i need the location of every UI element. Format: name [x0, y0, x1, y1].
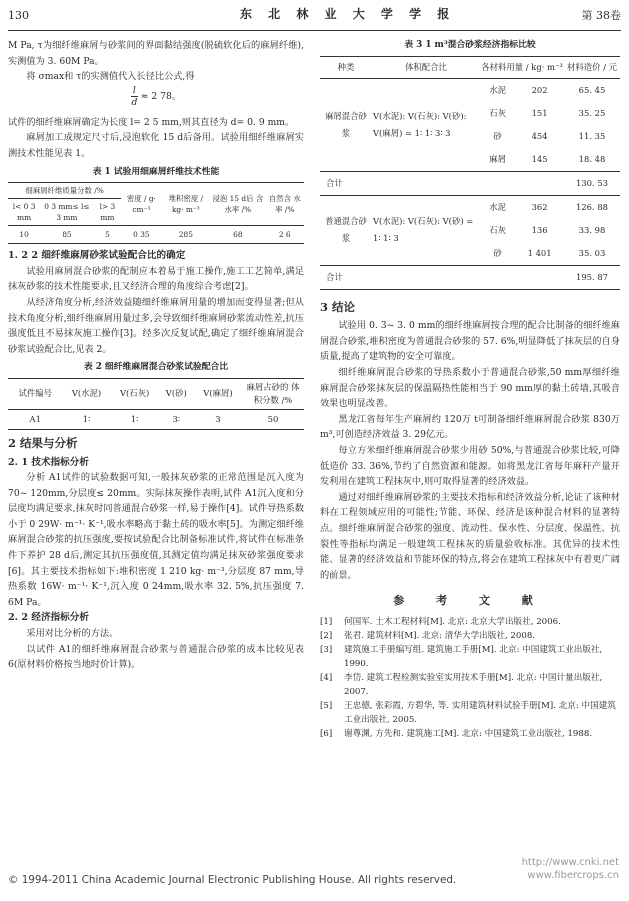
table1-header-group: 细麻屑纤维质量分数 /%	[8, 183, 121, 199]
table-row: 砂 1 401 35. 03	[493, 247, 606, 258]
list-item: [2] 张君. 建筑材料[M]. 北京: 清华大学出版社, 2008.	[320, 630, 536, 641]
paragraph: 分析 A1试件的试验数据可知,一般抹灰砂浆的正常范围是沉入度为 70~ 120mm,分层度≤ 20mm。实际抹灰操作表明,试件 A1沉入度和分层度均满足要求,抹灰时同普通混合砂浆一样,易于操作[4]。试件导热系数小于 0 29W· m⁻¹· K⁻¹,吸水率略高于黏土砖的吸水率[5]。为测定细纤维麻屑混合砂浆的抗压强度,要按试验配合比制备标准试件,将试件在标准条件下养护 28 d后,测定其抗压强度值,其测定值均满足抹灰砂浆强度要求[6]。其主要技术指标如下:堆积密度 1 210 kg· m⁻³,分层度 87 mm,导热系数 16W· m⁻¹· K⁻¹,沉入度 0 24mm,吸水率 32. 5%,抗压强度 7. 6M Pa。	[8, 472, 304, 608]
watermark	[522, 856, 619, 882]
table-row: 合计 195. 87	[320, 265, 620, 289]
paragraph: 采用对比分析的方法。	[26, 628, 119, 640]
table-row: 10 85 5 0 35 285 68 2 6	[19, 230, 291, 240]
table1-header-density: 密度 / g· cm⁻³	[121, 183, 161, 226]
right-column	[320, 38, 620, 741]
section-title: 3 结论	[320, 299, 356, 314]
subsection-title: 2. 2 经济指标分析	[8, 612, 89, 624]
paragraph: 麻屑加工成规定尺寸后,浸泡软化 15 d后备用。试验用细纤维麻屑实测技术性能见表 1。	[8, 132, 304, 159]
paragraph: 细纤维麻屑混合砂浆的导热系数小于普通混合砂浆,50 mm厚细纤维麻屑混合砂浆抹灰层的保温隔热性能相当于 90 mm厚的黏土砖墙,其吸音效果也明显改善。	[320, 366, 620, 410]
table2: 试件编号 V(水泥) V(石灰) V(砂) V(麻屑) 麻屑占砂的 体积分数 /% A1 1∶ 1∶ 3∶ 3 50	[8, 378, 304, 430]
paragraph: M Pa, τ为细纤维麻屑与砂浆间的界面黏结强度(脱硫软化后的麻屑纤维),实测值为 3. 60M Pa。	[8, 40, 304, 67]
site-watermark: www.fibercrops.cn	[527, 870, 619, 881]
table1-header-bulk: 堆积密度 / kg· m⁻³	[162, 183, 211, 226]
page-header	[8, 6, 621, 26]
reference-list	[320, 615, 620, 741]
paragraph: 通过对细纤维麻屑砂浆的主要技术指标和经济效益分析,论证了该种材料在工程领域应用的可能性;节能、环保、经济是该种混合材料的显著特点。细纤维麻屑混合砂浆的强度、流动性、保水性、分层度、保温性、抗裂性等指标均满足一般建筑工程抹灰的质量验收标准。其优异的技术性能、显著的经济效益和节能环保的特点,将会在建筑工程抹灰中有着更广阔的前景。	[320, 491, 620, 581]
page-number: 130	[8, 9, 29, 22]
table3: 种类 体积配合比 各材料用量 / kg· m⁻³ 材料造价 / 元 麻屑混合砂浆 V(水泥): V(石灰): V(砂): V(麻屑) = 1∶ 1∶ 3∶ 3 水泥 202 65. 45 石灰 151 35. 25 砂 454 11. 35 麻屑 145 18. 48 合计 130. 53 普通混合砂浆 V(水泥): V(石灰): V(砂) = 1∶ 1∶ 3 水泥 362 126. 88 石灰 136 33. 98 砂 1 401 35. 03 合计 195. 87	[320, 56, 620, 290]
paragraph: 每立方米细纤维麻屑混合砂浆少用砂 50%,与普通混合砂浆比较,可降低造价 33. 36%,节约了自然资源和能源。如将黑龙江省每年麻秆产量开发利用在建筑工程抹灰中,则可取得显著的经济效益。	[320, 444, 620, 488]
table1	[8, 182, 304, 244]
table1-header-water: 浸泡 15 d后 含水率 /%	[210, 183, 265, 226]
table3-caption: 表 3 1 m³混合砂浆经济指标比较	[404, 40, 536, 50]
header-rule	[8, 30, 621, 31]
formula-result: ≈ 2 78。	[140, 90, 182, 102]
paragraph: 以试件 A1的细纤维麻屑混合砂浆与普通混合砂浆的成本比较见表 6(原材料价格按当地时价计算)。	[8, 643, 304, 671]
subsection-title: 2. 1 技术指标分析	[8, 456, 89, 468]
table1-subheader: l< 0 3 mm	[8, 199, 40, 226]
paragraph: 从经济角度分析,经济效益随细纤维麻屑用量的增加而变得显著;但从技术角度分析,细纤维麻屑用量过多,会导致细纤维麻屑砂浆流动性差,抗压强度低且不易抹灰施工操作[3]。经多次反复试配,确定了细纤维麻屑混合砂浆试验配合比,见表 2。	[8, 296, 304, 355]
table2-caption: 表 2 细纤维麻屑混合砂浆试验配合比	[83, 362, 229, 373]
table3-group-ratio: V(水泥): V(石灰): V(砂) = 1∶ 1∶ 3	[373, 216, 474, 244]
formula-denominator: d	[131, 96, 138, 108]
table3-group-name: 普通混合砂浆	[325, 216, 367, 244]
table-row: 石灰 136 33. 98	[489, 224, 606, 235]
paragraph: 黑龙江省每年生产麻屑约 120万 t可制备细纤维麻屑混合砂浆 830万 m³,可创造经济效益 3. 29亿元。	[320, 413, 620, 441]
list-item: [1] 何国军. 土木工程材料[M]. 北京: 北京大学出版社, 2006.	[320, 616, 561, 627]
table-row: 砂 454 11. 35	[493, 130, 606, 141]
list-item: [5] 王忠德, 张彩霞, 方碧华, 等. 实用建筑材料试验手册[M]. 北京: 中国建筑工业出版社, 2005.	[320, 700, 616, 725]
table1-subheader: 0 3 mm≤ l≤ 3 mm	[40, 199, 93, 226]
paragraph: 将 σmax和 τ的实测值代入长径比公式,得	[26, 71, 195, 83]
table1-header-natural: 自然含 水率 /%	[266, 183, 304, 226]
subsection-title: 1. 2 2 细纤维麻屑砂浆试验配合比的确定	[8, 250, 186, 262]
table-row: 石灰 151 35. 25	[489, 107, 606, 118]
table-row: 合计 130. 53	[320, 171, 620, 195]
table-row: A1 1∶ 1∶ 3∶ 3 50	[29, 413, 279, 424]
list-item: [3] 建筑施工手册编写组. 建筑施工手册[M]. 北京: 中国建筑工业出版社, 1990.	[320, 644, 603, 669]
left-column	[8, 38, 304, 673]
paragraph: 试件的细纤维麻屑确定为长度 l= 2 5 mm,则其直径为 d= 0. 9 mm。	[8, 116, 295, 128]
table3-group-ratio: V(水泥): V(石灰): V(砂): V(麻屑) = 1∶ 1∶ 3∶ 3	[373, 110, 467, 138]
volume-label: 第 38卷	[581, 9, 621, 22]
paragraph: 试验用麻屑混合砂浆的配制应本着易于施工操作,施工工艺简单,满足抹灰砂浆的技术性能要求,且又经济合理的角度综合考虑[2]。	[8, 265, 304, 293]
formula-numerator: l	[132, 84, 136, 96]
references-title: 参 考 文 献	[393, 594, 547, 608]
aspect-ratio-formula	[8, 85, 304, 115]
table1-subheader: l> 3 mm	[94, 199, 122, 226]
table1-caption: 表 1 试验用细麻屑纤维技术性能	[92, 166, 220, 177]
cnki-link[interactable]: http://www.cnki.net	[521, 857, 619, 868]
copyright-footer: © 1994-2011 China Academic Journal Electronic Publishing House. All rights reserved.	[8, 874, 457, 886]
table3-group-name: 麻屑混合砂浆	[325, 110, 367, 138]
paragraph: 试验用 0. 3~ 3. 0 mm的细纤维麻屑按合理的配合比制备的细纤维麻屑混合砂浆,堆积密度为普通混合砂浆的 57. 6%,明显降低了抹灰层的自身质量,提高了建筑物的安全可靠度。	[320, 320, 620, 363]
table-row: 麻屑混合砂浆 V(水泥): V(石灰): V(砂): V(麻屑) = 1∶ 1∶ 3∶ 3 水泥 202 65. 45	[320, 78, 620, 102]
journal-title: 东 北 林 业 大 学 学 报	[240, 7, 456, 21]
section-title: 2 结果与分析	[8, 435, 78, 450]
table-row: 麻屑 145 18. 48	[489, 153, 606, 164]
table-row: 普通混合砂浆 V(水泥): V(石灰): V(砂) = 1∶ 1∶ 3 水泥 362 126. 88	[320, 195, 620, 219]
list-item: [4] 李岱. 建筑工程检测实验室实用技术手册[M]. 北京: 中国计量出版社, 2007.	[320, 672, 603, 697]
list-item: [6] 谢尊渊, 方先和. 建筑施工[M]. 北京: 中国建筑工业出版社, 1988.	[320, 728, 593, 739]
